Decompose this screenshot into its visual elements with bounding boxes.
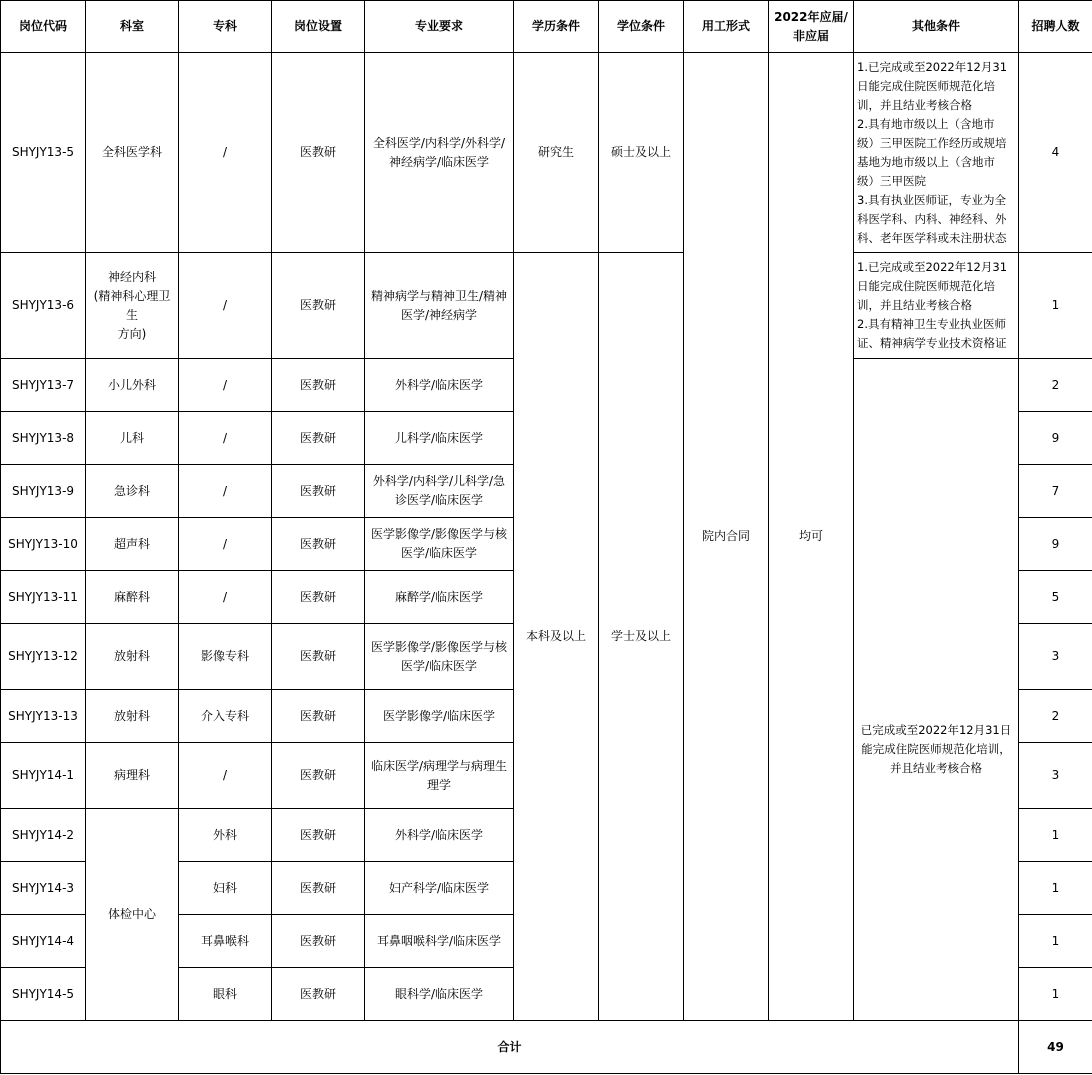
cell-position: 医教研 — [272, 624, 365, 690]
header-employment: 用工形式 — [684, 1, 769, 53]
cell-other-conditions-1 — [854, 53, 1019, 253]
dept-line: 方向) — [117, 326, 147, 341]
other-line: 能完成住院医师规范化培训， — [861, 742, 1011, 756]
cell-specialty: 耳鼻喉科 — [179, 915, 272, 968]
header-position: 岗位设置 — [272, 1, 365, 53]
cell-code: SHYJY13-9 — [1, 465, 86, 518]
other-line: 1.已完成或至2022年12月31 — [857, 260, 1008, 274]
total-label: 合计 — [1, 1021, 1019, 1074]
other-line: 证、精神病学专业技术资格证 — [857, 336, 1007, 350]
cell-specialty: / — [179, 571, 272, 624]
cell-major: 医学影像学/临床医学 — [365, 690, 514, 743]
header-code: 岗位代码 — [1, 1, 86, 53]
cell-code: SHYJY14-2 — [1, 809, 86, 862]
cell-code: SHYJY14-5 — [1, 968, 86, 1021]
cell-position: 医教研 — [272, 915, 365, 968]
cell-position: 医教研 — [272, 968, 365, 1021]
cell-count: 9 — [1019, 412, 1092, 465]
cell-dept: 麻醉科 — [86, 571, 179, 624]
other-line: 2.具有地市级以上（含地市 — [857, 116, 995, 131]
cell-major: 耳鼻咽喉科学/临床医学 — [365, 915, 514, 968]
cell-code: SHYJY13-11 — [1, 571, 86, 624]
cell-code: SHYJY13-13 — [1, 690, 86, 743]
cell-position: 医教研 — [272, 743, 365, 809]
cell-dept: 体检中心 — [86, 809, 179, 1021]
other-line: 3.具有执业医师证，专业为全 — [857, 192, 1006, 207]
cell-dept: 放射科 — [86, 624, 179, 690]
cell-position: 医教研 — [272, 359, 365, 412]
cell-count: 5 — [1019, 571, 1092, 624]
cell-other-conditions-3 — [854, 359, 1019, 1021]
cell-code: SHYJY13-8 — [1, 412, 86, 465]
cell-major: 精神病学与精神卫生/精神医学/神经病学 — [365, 253, 514, 359]
cell-count: 1 — [1019, 968, 1092, 1021]
cell-count: 2 — [1019, 690, 1092, 743]
cell-position: 医教研 — [272, 253, 365, 359]
dept-line: 神经内科 — [107, 269, 156, 284]
cell-position: 医教研 — [272, 412, 365, 465]
cell-specialty: / — [179, 518, 272, 571]
table-row — [1, 253, 1092, 359]
cell-code: SHYJY13-5 — [1, 53, 86, 253]
cell-major: 眼科学/临床医学 — [365, 968, 514, 1021]
total-count: 49 — [1019, 1021, 1092, 1074]
cell-specialty: / — [179, 359, 272, 412]
cell-graduate-status: 均可 — [769, 53, 854, 1021]
cell-position: 医教研 — [272, 53, 365, 253]
cell-major: 全科医学/内科学/外科学/神经病学/临床医学 — [365, 53, 514, 253]
other-line: 训，并且结业考核合格 — [857, 97, 972, 112]
cell-count: 4 — [1019, 53, 1092, 253]
cell-dept — [86, 253, 179, 359]
cell-code: SHYJY13-7 — [1, 359, 86, 412]
cell-dept: 小儿外科 — [86, 359, 179, 412]
cell-major: 医学影像学/影像医学与核医学/临床医学 — [365, 624, 514, 690]
cell-specialty: 影像专科 — [179, 624, 272, 690]
cell-count: 1 — [1019, 915, 1092, 968]
cell-major: 医学影像学/影像医学与核医学/临床医学 — [365, 518, 514, 571]
cell-count: 1 — [1019, 253, 1092, 359]
total-row — [1, 1021, 1092, 1074]
other-line: 已完成或至2022年12月31日 — [860, 723, 1012, 737]
cell-major: 外科学/临床医学 — [365, 809, 514, 862]
other-line: 1.已完成或至2022年12月31 — [857, 59, 1008, 74]
cell-dept: 放射科 — [86, 690, 179, 743]
cell-other-conditions-2 — [854, 253, 1019, 359]
header-specialty: 专科 — [179, 1, 272, 53]
cell-position: 医教研 — [272, 809, 365, 862]
cell-specialty: / — [179, 743, 272, 809]
other-line: 级）三甲医院 — [857, 173, 926, 188]
cell-code: SHYJY14-1 — [1, 743, 86, 809]
cell-count: 1 — [1019, 809, 1092, 862]
header-dept: 科室 — [86, 1, 179, 53]
header-degree: 学位条件 — [599, 1, 684, 53]
header-other-conditions: 其他条件 — [854, 1, 1019, 53]
cell-specialty: 介入专科 — [179, 690, 272, 743]
cell-position: 医教研 — [272, 571, 365, 624]
other-line: 训，并且结业考核合格 — [857, 298, 972, 312]
cell-major: 妇产科学/临床医学 — [365, 862, 514, 915]
cell-employment: 院内合同 — [684, 53, 769, 1021]
other-line: 科医学科、内科、神经科、外 — [857, 211, 1007, 226]
cell-position: 医教研 — [272, 862, 365, 915]
cell-degree-bachelor: 学士及以上 — [599, 253, 684, 1021]
cell-position: 医教研 — [272, 690, 365, 743]
other-line: 级）三甲医院工作经历或规培 — [857, 135, 1007, 150]
other-line: 科、老年医学科或未注册状态 — [857, 230, 1007, 245]
other-line: 日能完成住院医师规范化培 — [857, 78, 995, 93]
header-graduate-status: 2022年应届/非应届 — [769, 1, 854, 53]
cell-specialty: 妇科 — [179, 862, 272, 915]
cell-position: 医教研 — [272, 465, 365, 518]
other-line: 基地为地市级以上（含地市 — [857, 154, 995, 169]
cell-count: 1 — [1019, 862, 1092, 915]
dept-line: (精神科心理卫生 — [93, 288, 171, 322]
header-major: 专业要求 — [365, 1, 514, 53]
cell-major: 外科学/临床医学 — [365, 359, 514, 412]
cell-dept: 儿科 — [86, 412, 179, 465]
other-line: 日能完成住院医师规范化培 — [857, 279, 995, 293]
cell-code: SHYJY14-3 — [1, 862, 86, 915]
cell-specialty: 外科 — [179, 809, 272, 862]
other-line: 并且结业考核合格 — [890, 761, 982, 775]
cell-count: 7 — [1019, 465, 1092, 518]
cell-dept: 全科医学科 — [86, 53, 179, 253]
cell-code: SHYJY13-10 — [1, 518, 86, 571]
cell-count: 3 — [1019, 743, 1092, 809]
cell-count: 2 — [1019, 359, 1092, 412]
cell-specialty: / — [179, 412, 272, 465]
cell-code: SHYJY14-4 — [1, 915, 86, 968]
cell-dept: 病理科 — [86, 743, 179, 809]
cell-education-graduate: 研究生 — [514, 53, 599, 253]
header-count: 招聘人数 — [1019, 1, 1092, 53]
header-education: 学历条件 — [514, 1, 599, 53]
cell-major: 临床医学/病理学与病理生理学 — [365, 743, 514, 809]
cell-dept: 超声科 — [86, 518, 179, 571]
cell-major: 外科学/内科学/儿科学/急诊医学/临床医学 — [365, 465, 514, 518]
cell-specialty: 眼科 — [179, 968, 272, 1021]
cell-degree-master: 硕士及以上 — [599, 53, 684, 253]
header-row — [1, 1, 1092, 53]
cell-code: SHYJY13-6 — [1, 253, 86, 359]
table-row — [1, 53, 1092, 253]
cell-count: 3 — [1019, 624, 1092, 690]
cell-dept: 急诊科 — [86, 465, 179, 518]
cell-count: 9 — [1019, 518, 1092, 571]
cell-education-bachelor: 本科及以上 — [514, 253, 599, 1021]
cell-position: 医教研 — [272, 518, 365, 571]
cell-specialty: / — [179, 465, 272, 518]
cell-major: 儿科学/临床医学 — [365, 412, 514, 465]
cell-specialty: / — [179, 253, 272, 359]
cell-specialty: / — [179, 53, 272, 253]
other-line: 2.具有精神卫生专业执业医师 — [857, 317, 1006, 331]
cell-major: 麻醉学/临床医学 — [365, 571, 514, 624]
cell-code: SHYJY13-12 — [1, 624, 86, 690]
